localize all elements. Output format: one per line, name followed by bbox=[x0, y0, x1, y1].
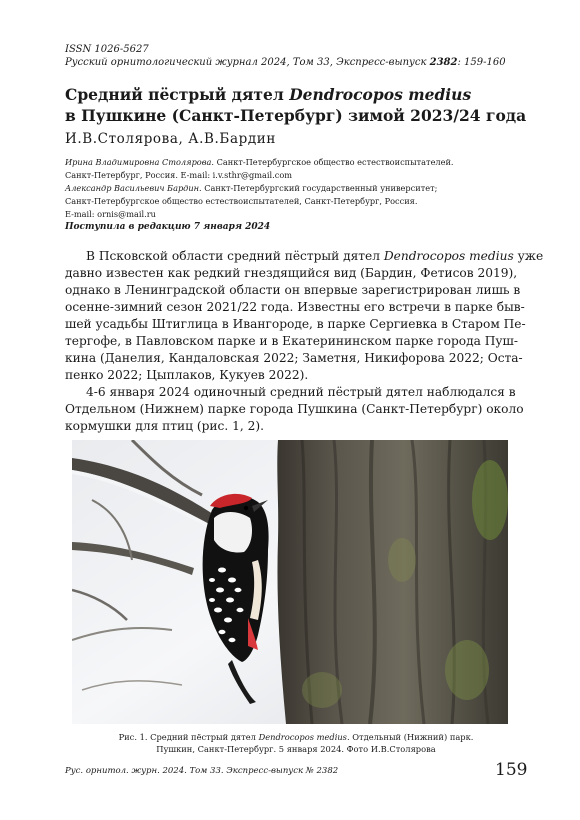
text-line: шей усадьбы Штиглица в Ивангороде, в парке Сергиевка в Старом Пе- bbox=[65, 317, 526, 331]
author-2-org: Санкт-Петербургский государственный университет; bbox=[201, 183, 438, 193]
author-2-org-2: Санкт-Петербургское общество естествоиспытателей, Санкт-Петербург, Россия. bbox=[65, 196, 418, 206]
journal-reference bbox=[65, 57, 506, 68]
text-line: В Псковской области средний пёстрый дятел Dendrocopos medius уже bbox=[86, 249, 544, 263]
figure-caption: Рис. 1. Средний пёстрый дятел Dendrocopos medius. Отдельный (Нижний) парк. Пушкин, Санкт-Петербург. 5 января 2024. Фото И.В.Столярова bbox=[65, 731, 527, 755]
author-1-name: Ирина Владимировна Столярова. bbox=[65, 157, 214, 167]
text-line: пенко 2022; Цыплаков, Кукуев 2022). bbox=[65, 368, 309, 382]
page-number: 159 bbox=[495, 760, 528, 780]
issn: ISSN 1026-5627 bbox=[65, 44, 149, 55]
author-1-contact: Санкт-Петербург, Россия. E-mail: i.v.sthr@gmail.com bbox=[65, 170, 293, 180]
journal-name: Русский орнитологический журнал 2024, Том 33, Экспресс-выпуск bbox=[65, 57, 430, 68]
text-line: давно известен как редкий гнездящийся вид (Бардин, Фетисов 2019), bbox=[65, 266, 518, 280]
author-2-name: Александр Васильевич Бардин. bbox=[65, 183, 202, 193]
caption-latin: Dendrocopos medius bbox=[258, 732, 347, 742]
caption-line2: Пушкин, Санкт-Петербург. 5 января 2024. Фото И.В.Столярова bbox=[156, 744, 436, 754]
species-latin: Dendrocopos medius bbox=[383, 249, 514, 263]
paragraph-2 bbox=[65, 384, 527, 435]
received-date: Поступила в редакцию 7 января 2024 bbox=[65, 222, 271, 232]
footer-citation: Рус. орнитол. журн. 2024. Том 33. Экспресс-выпуск № 2382 bbox=[65, 766, 339, 776]
text-line: кормушки для птиц (рис. 1, 2). bbox=[65, 419, 264, 433]
text-line: кина (Данелия, Кандаловская 2022; Заметня, Никифорова 2022; Оста- bbox=[65, 351, 523, 365]
title-line2: в Пушкине (Санкт-Петербург) зимой 2023/24 года bbox=[65, 106, 527, 125]
author-2-contact: E-mail: ornis@mail.ru bbox=[65, 209, 156, 219]
text-line: однако в Ленинградской области он впервые зарегистрирован лишь в bbox=[65, 283, 521, 297]
affiliation-2 bbox=[65, 182, 535, 221]
paragraph-1 bbox=[65, 248, 544, 384]
pages: : 159-160 bbox=[457, 57, 506, 68]
authors: И.В.Столярова, А.В.Бардин bbox=[65, 131, 276, 147]
issue-number: 2382 bbox=[429, 57, 458, 68]
text-line: осенне-зимний сезон 2021/22 года. Известны его встречи в парке быв- bbox=[65, 300, 525, 314]
text-line: Отдельном (Нижнем) парке города Пушкина (Санкт-Петербург) около bbox=[65, 402, 524, 416]
author-1-org: Санкт-Петербургское общество естествоиспытателей. bbox=[214, 157, 454, 167]
title-latin: Dendrocopos medius bbox=[289, 85, 472, 104]
affiliation-1 bbox=[65, 156, 535, 182]
article-title bbox=[65, 84, 535, 126]
woodpecker-photo bbox=[72, 440, 508, 724]
text-line: тергофе, в Павловском парке и в Екатерининском парке города Пуш- bbox=[65, 334, 518, 348]
text-line: 4-6 января 2024 одиночный средний пёстрый дятел наблюдался в bbox=[86, 385, 516, 399]
title-text: Средний пёстрый дятел bbox=[65, 85, 290, 104]
